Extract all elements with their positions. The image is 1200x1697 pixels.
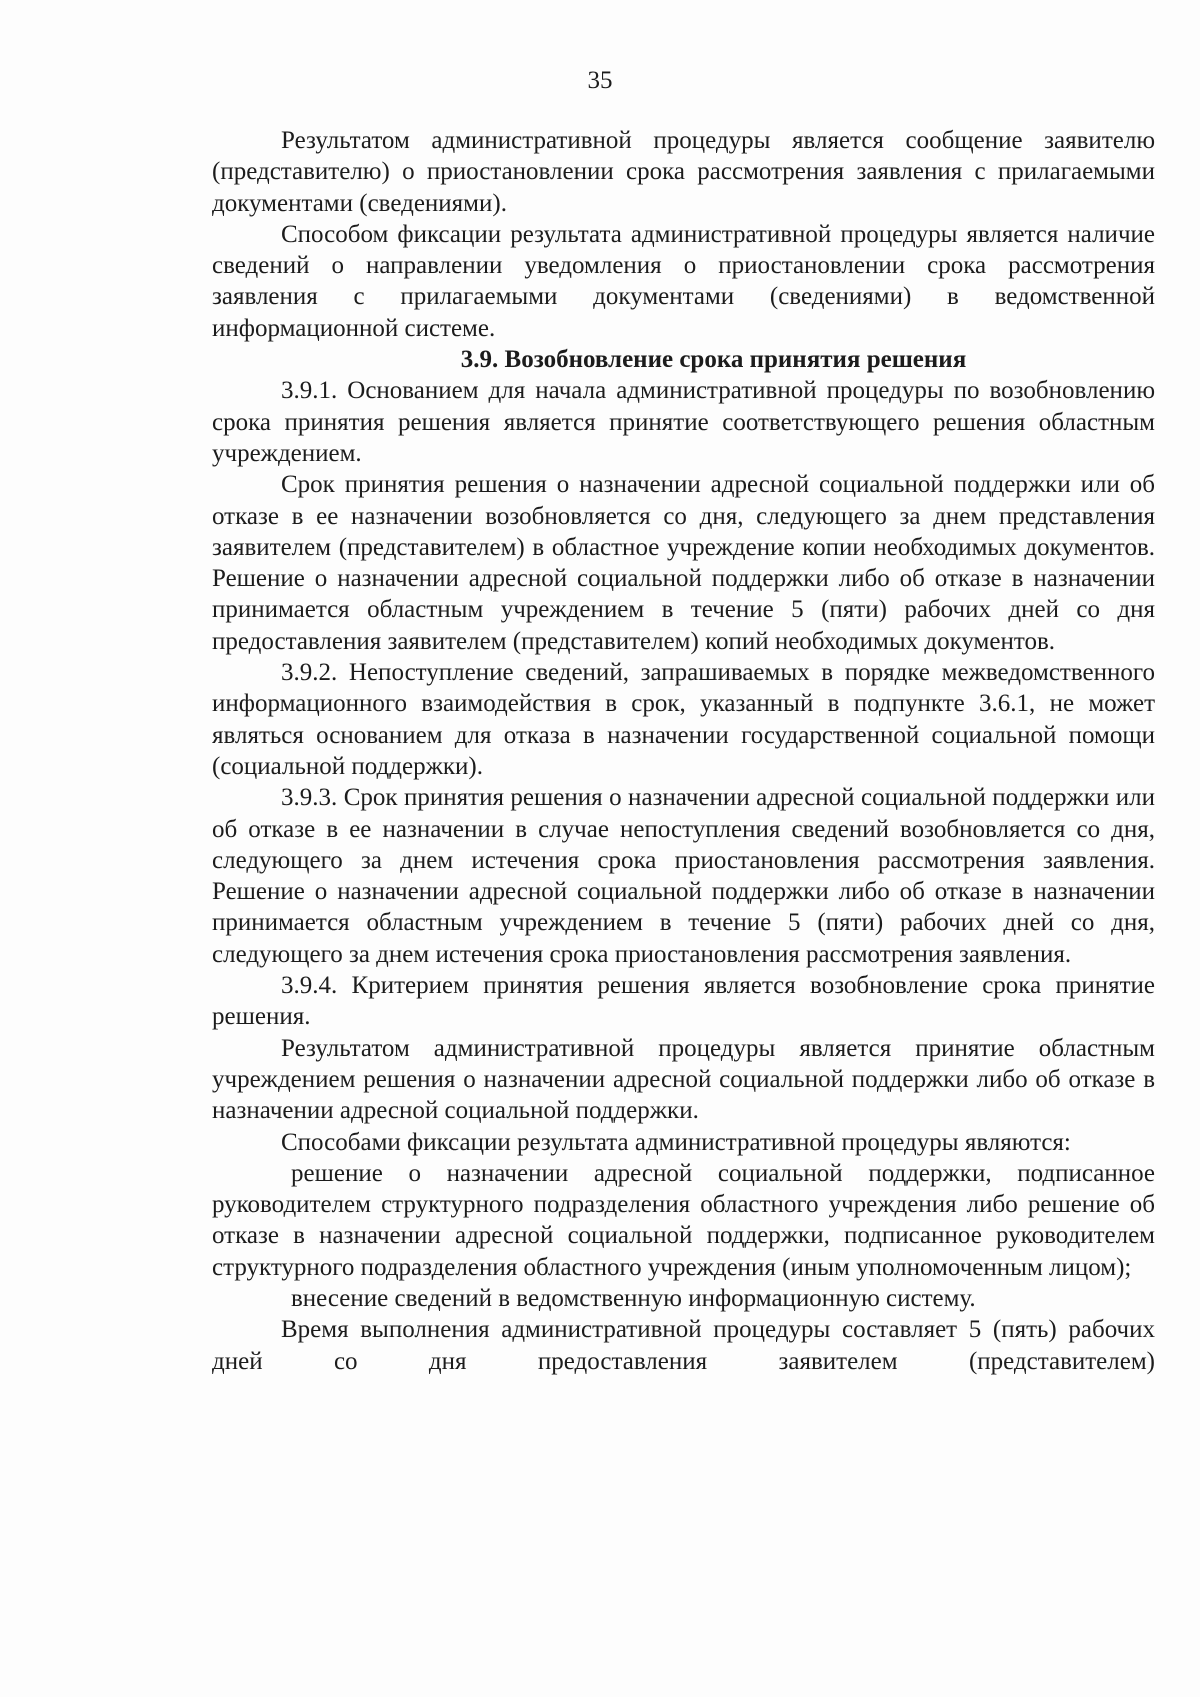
- paragraph-fixation-methods: Способами фиксации результата административной процедуры являются:: [281, 1128, 1071, 1156]
- paragraph-fixation-item-decision: решение о назначении адресной социальной поддержки, подписанное руководителем структурного подразделения областного учреждения либо решение об отказе в назначении адресной социальной поддержки, подписанное руководителем структурного подразделения областного учреждения (иным уполномоченным лицом);: [212, 1159, 1155, 1281]
- paragraph-fixation-item-system: внесение сведений в ведомственную информационную систему.: [291, 1284, 976, 1312]
- paragraph-3-9-3: 3.9.3. Срок принятия решения о назначении адресной социальной поддержки или об отказе в ее назначении в случае непоступления сведений возобновляется со дня, следующего за днем истечения срока приостановления рассмотрения заявления. Решение о назначении адресной социальной поддержки либо об отказе в назначении принимается областным учреждением в течение 5 (пяти) рабочих дней со дня, следующего за днем истечения срока приостановления рассмотрения заявления.: [212, 784, 1155, 968]
- section-heading: 3.9. Возобновление срока принятия решения: [460, 346, 967, 374]
- paragraph-3-9-4: 3.9.4. Критерием принятия решения является возобновление срока принятие решения.: [212, 972, 1155, 1031]
- paragraph-result-decision: Результатом административной процедуры является принятие областным учреждением решения о назначении адресной социальной поддержки либо об отказе в назначении адресной социальной поддержки.: [212, 1034, 1155, 1125]
- page-number: 35: [587, 67, 613, 94]
- paragraph-fixation-suspension: Способом фиксации результата административной процедуры является наличие сведений о направлении уведомления о приостановлении срока рассмотрения заявления с прилагаемыми документами (сведениями) в ведомственной информационной системе.: [212, 220, 1155, 342]
- paragraph-resume-term: Срок принятия решения о назначении адресной социальной поддержки или об отказе в ее назначении возобновляется со дня, следующего за днем представления заявителем (представителем) в областное учреждение копии необходимых документов. Решение о назначении адресной социальной поддержки либо об отказе в назначении принимается областным учреждением в течение 5 (пяти) рабочих дней со дня предоставления заявителем (представителем) копий необходимых документов.: [212, 471, 1155, 655]
- paragraph-3-9-1: 3.9.1. Основанием для начала административной процедуры по возобновлению срока принятия решения является принятие соответствующего решения областным учреждением.: [212, 377, 1155, 467]
- document-body: [212, 125, 1155, 1377]
- paragraph-result-suspension: Результатом административной процедуры является сообщение заявителю (представителю) о приостановлении срока рассмотрения заявления с прилагаемыми документами (сведениями).: [212, 127, 1155, 217]
- paragraph-execution-time: Время выполнения административной процедуры составляет 5 (пять) рабочих дней со дня предоставления заявителем (представителем): [212, 1316, 1155, 1375]
- paragraph-3-9-2: 3.9.2. Непоступление сведений, запрашиваемых в порядке межведомственного информационного взаимодействия в срок, указанный в подпункте 3.6.1, не может являться основанием для отказа в назначении государственной социальной помощи (социальной поддержки).: [212, 659, 1155, 780]
